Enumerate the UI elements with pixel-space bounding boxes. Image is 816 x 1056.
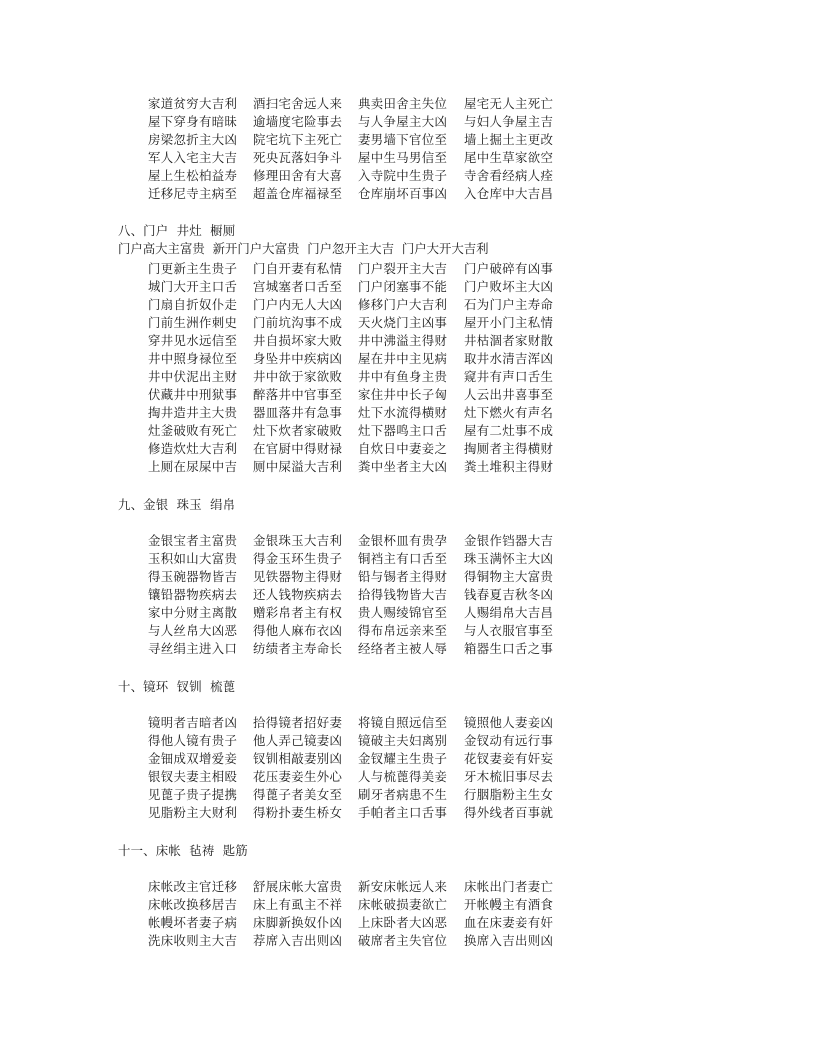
table-cell: 屋开小门主私情 — [464, 315, 554, 330]
table-cell: 得金玉环生贵子 — [253, 551, 343, 566]
table-cell: 井中沸溢主得财 — [358, 333, 448, 348]
table-row — [0, 786, 554, 804]
table-cell: 得玉碗器物皆吉 — [148, 569, 238, 584]
table-cell: 超盖仓库福禄至 — [253, 186, 343, 201]
table-row — [0, 568, 554, 586]
table-row — [0, 185, 554, 203]
table-cell: 与妇人争屋主吉 — [464, 114, 554, 129]
table-cell: 珠玉满怀主大凶 — [464, 551, 554, 566]
table-row — [0, 714, 554, 732]
table-cell: 人与梳蓖得美妾 — [358, 769, 448, 784]
table-cell: 与人衣服官事至 — [464, 623, 554, 638]
table-row — [0, 440, 554, 458]
table-cell: 灶下水流得横财 — [358, 405, 448, 420]
table-row — [0, 404, 554, 422]
table-cell: 厕中屎溢大吉利 — [253, 459, 343, 474]
table-cell: 钗钏相敲妻别凶 — [253, 751, 343, 766]
table-cell: 银钗夫妻主相殴 — [148, 769, 238, 784]
table-cell: 金银珠玉大吉利 — [253, 533, 343, 548]
table-cell: 屋上生松柏益寿 — [148, 168, 238, 183]
table-cell: 花钗妻妾有奸妄 — [464, 751, 554, 766]
table-cell: 屋宅无人主死亡 — [464, 96, 554, 111]
table-cell: 血在床妻妾有奸 — [464, 915, 554, 930]
table-cell: 镜破主夫妇离别 — [358, 733, 448, 748]
table-cell: 帐幔坏者妻子病 — [148, 915, 238, 930]
table-row — [0, 386, 554, 404]
section-heading-8: 八、门户 井灶 橱厕 — [118, 223, 236, 238]
table-cell: 家住井中长子匈 — [358, 387, 448, 402]
table-cell: 金钿成双增爱妾 — [148, 751, 238, 766]
table-cell: 器皿落井有急事 — [253, 405, 343, 420]
table-cell: 得铜物主大富贵 — [464, 569, 554, 584]
table-row — [0, 422, 554, 440]
table-row — [0, 314, 554, 332]
table-cell: 伏藏井中刑狱事 — [148, 387, 238, 402]
table-cell: 入寺院中生贵子 — [358, 168, 448, 183]
table-cell: 床帐改换移居吉 — [148, 897, 238, 912]
table-cell: 屋在井中主见病 — [358, 351, 448, 366]
table-cell: 醉落井中官事至 — [253, 387, 343, 402]
table-cell: 箱器生口舌之事 — [464, 641, 554, 656]
table-cell: 牙木梳旧事尽去 — [464, 769, 554, 784]
table-cell: 家道贫穷大吉利 — [148, 96, 238, 111]
table-row — [0, 167, 554, 185]
table-cell: 行胭脂粉主生女 — [464, 787, 554, 802]
table-cell: 井中有鱼身主贵 — [358, 369, 448, 384]
table-cell: 舒展床帐大富贵 — [253, 879, 343, 894]
table-cell: 家中分财主离散 — [148, 605, 238, 620]
table-row — [0, 458, 554, 476]
table-cell: 新安床帐远人来 — [358, 879, 448, 894]
table-cell: 钱春夏吉秋冬凶 — [464, 587, 554, 602]
table-cell: 得他人麻布衣凶 — [253, 623, 343, 638]
table-cell: 天火烧门主凶事 — [358, 315, 448, 330]
table-row — [0, 932, 554, 950]
table-cell: 得外线者百事就 — [464, 805, 554, 820]
table-cell: 门扇自折奴仆走 — [148, 297, 238, 312]
table-cell: 床帐破损妻欲亡 — [358, 897, 448, 912]
table-cell: 见蓖子贵子提携 — [148, 787, 238, 802]
table-cell: 镶铅器物疾病去 — [148, 587, 238, 602]
section8-first-line: 门户高大主富贵 新开门户大富贵 门户忽开主大吉 门户大开大吉利 — [118, 241, 489, 256]
table-cell: 修理田舍有大喜 — [253, 168, 343, 183]
table-cell: 荐席入吉出则凶 — [253, 933, 343, 948]
table-cell: 赠彩帛者主有权 — [253, 605, 343, 620]
table-cell: 铜裆主有口舌至 — [358, 551, 448, 566]
table-cell: 洗床收则主大吉 — [148, 933, 238, 948]
table-row — [0, 732, 554, 750]
table-row — [0, 95, 554, 113]
table-cell: 金钗耀主生贵子 — [358, 751, 448, 766]
table-row — [0, 113, 554, 131]
table-cell: 修移门户大吉利 — [358, 297, 448, 312]
table-cell: 典卖田舍主失位 — [358, 96, 448, 111]
table-cell: 逾墙度宅险事去 — [253, 114, 343, 129]
table-cell: 门自开妻有私情 — [253, 261, 343, 276]
table-row — [0, 296, 554, 314]
table-cell: 得粉扑妻生桥女 — [253, 805, 343, 820]
section-heading-10: 十、镜环 钗钏 梳蓖 — [118, 679, 236, 694]
table-cell: 井自损坏家大败 — [253, 333, 343, 348]
table-cell: 在官厨中得财禄 — [253, 441, 343, 456]
table-cell: 穿井见水远信至 — [148, 333, 238, 348]
table-cell: 开帐幔主有酒食 — [464, 897, 554, 912]
table-cell: 掏厕者主得横财 — [464, 441, 554, 456]
table-cell: 屋下穿身有暗昧 — [148, 114, 238, 129]
table-cell: 玉积如山大富贵 — [148, 551, 238, 566]
table-cell: 拾得镜者招好妻 — [253, 715, 343, 730]
table-cell: 得布帛远亲来至 — [358, 623, 448, 638]
table-cell: 见脂粉主大财利 — [148, 805, 238, 820]
table-cell: 自炊日中妻妾之 — [358, 441, 448, 456]
table-cell: 军人入宅主大吉 — [148, 150, 238, 165]
table-cell: 院宅坑下主死亡 — [253, 132, 343, 147]
table-cell: 金钗动有远行事 — [464, 733, 554, 748]
table-row — [0, 149, 554, 167]
section-heading-11: 十一、床帐 毡祷 匙筋 — [118, 843, 248, 858]
table-cell: 镜明者吉暗者凶 — [148, 715, 238, 730]
table-cell: 上厕在尿屎中吉 — [148, 459, 238, 474]
table-cell: 他人弄己镜妻凶 — [253, 733, 343, 748]
table-row — [0, 131, 554, 149]
table-row — [0, 640, 554, 658]
table-cell: 见铁器物主得财 — [253, 569, 343, 584]
table-cell: 门户破碎有凶事 — [464, 261, 554, 276]
table-cell: 仓库崩坏百事凶 — [358, 186, 448, 201]
table-cell: 宫城塞者口舌至 — [253, 279, 343, 294]
table-cell: 破席者主失官位 — [358, 933, 448, 948]
table-cell: 门户裂开主大吉 — [358, 261, 448, 276]
table-cell: 铅与锡者主得财 — [358, 569, 448, 584]
table-cell: 与人丝帛大凶恶 — [148, 623, 238, 638]
table-cell: 窥井有声口舌生 — [464, 369, 554, 384]
table-cell: 粪中坐者主大凶 — [358, 459, 448, 474]
table-cell: 墙上掘土主更改 — [464, 132, 554, 147]
table-cell: 床帐出门者妻亡 — [464, 879, 554, 894]
table-cell: 修造炊灶大吉利 — [148, 441, 238, 456]
table-cell: 金银宝者主富贵 — [148, 533, 238, 548]
table-cell: 井中欲于家欲败 — [253, 369, 343, 384]
table-cell: 灶下燃火有声名 — [464, 405, 554, 420]
table-cell: 身坠井中疾病凶 — [253, 351, 343, 366]
table-row — [0, 914, 554, 932]
table-row — [0, 750, 554, 768]
table-cell: 得蓖子者美女至 — [253, 787, 343, 802]
table-row — [0, 878, 554, 896]
table-cell: 人赐绢帛大吉昌 — [464, 605, 554, 620]
table-cell: 入仓库中大吉昌 — [464, 186, 554, 201]
table-cell: 门前生洲作刺史 — [148, 315, 238, 330]
table-cell: 人云出井喜事至 — [464, 387, 554, 402]
table-cell: 尾中生草家欲空 — [464, 150, 554, 165]
table-cell: 拾得钱物皆大吉 — [358, 587, 448, 602]
table-cell: 迁移尼寺主病至 — [148, 186, 238, 201]
table-cell: 金银作铛器大吉 — [464, 533, 554, 548]
table-cell: 将镜自照远信至 — [358, 715, 448, 730]
table-row — [0, 622, 554, 640]
table-cell: 贵人赐绫锦官至 — [358, 605, 448, 620]
table-cell: 床上有虱主不祥 — [253, 897, 343, 912]
table-cell: 城门大开主口舌 — [148, 279, 238, 294]
table-cell: 手帕者主口舌事 — [358, 805, 448, 820]
table-cell: 金银杯皿有贵孕 — [358, 533, 448, 548]
table-cell: 井枯涸者家财散 — [464, 333, 554, 348]
table-cell: 门户败坏主大凶 — [464, 279, 554, 294]
table-cell: 井中伏泥出主财 — [148, 369, 238, 384]
section-heading-9: 九、金银 珠玉 绢帛 — [118, 497, 236, 512]
table-row — [0, 350, 554, 368]
table-cell: 经络者主被人辱 — [358, 641, 448, 656]
table-cell: 妻男墙下官位至 — [358, 132, 448, 147]
table-cell: 屋中生马男信至 — [358, 150, 448, 165]
table-row — [0, 332, 554, 350]
table-cell: 石为门户主寿命 — [464, 297, 554, 312]
table-cell: 酒扫宅舍远人来 — [253, 96, 343, 111]
table-cell: 死央瓦落妇争斗 — [253, 150, 343, 165]
table-row — [0, 550, 554, 568]
table-cell: 粪土堆积主得财 — [464, 459, 554, 474]
table-cell: 屋有二灶事不成 — [464, 423, 554, 438]
table-row — [0, 532, 554, 550]
table-cell: 灶釜破败有死亡 — [148, 423, 238, 438]
table-cell: 寻丝绢主进入口 — [148, 641, 238, 656]
table-cell: 与人争屋主大凶 — [358, 114, 448, 129]
table-cell: 门前坑沟事不成 — [253, 315, 343, 330]
table-cell: 门户闭塞事不能 — [358, 279, 448, 294]
table-row — [0, 586, 554, 604]
table-row — [0, 260, 554, 278]
table-cell: 门更新主生贵子 — [148, 261, 238, 276]
table-cell: 刷牙者病患不生 — [358, 787, 448, 802]
table-cell: 取井水清吉浑凶 — [464, 351, 554, 366]
table-row — [0, 368, 554, 386]
table-row — [0, 278, 554, 296]
table-row — [0, 604, 554, 622]
table-cell: 掏井造井主大贵 — [148, 405, 238, 420]
table-cell: 花压妻妾生外心 — [253, 769, 343, 784]
table-cell: 寺舍看经病人痊 — [464, 168, 554, 183]
table-row — [0, 896, 554, 914]
table-cell: 纺绩者主寿命长 — [253, 641, 343, 656]
table-cell: 换席入吉出则凶 — [464, 933, 554, 948]
table-cell: 房梁忽折主大凶 — [148, 132, 238, 147]
table-row — [0, 804, 554, 822]
table-cell: 镜照他人妻妾凶 — [464, 715, 554, 730]
table-row — [0, 768, 554, 786]
table-cell: 灶下炊者家破败 — [253, 423, 343, 438]
table-cell: 还人钱物疾病去 — [253, 587, 343, 602]
table-cell: 床脚新换奴仆凶 — [253, 915, 343, 930]
table-cell: 门户内无人大凶 — [253, 297, 343, 312]
table-cell: 灶下器鸣主口舌 — [358, 423, 448, 438]
table-cell: 上床卧者大凶恶 — [358, 915, 448, 930]
table-cell: 井中照身禄位至 — [148, 351, 238, 366]
table-cell: 得他人镜有贵子 — [148, 733, 238, 748]
table-cell: 床帐改主官迁移 — [148, 879, 238, 894]
